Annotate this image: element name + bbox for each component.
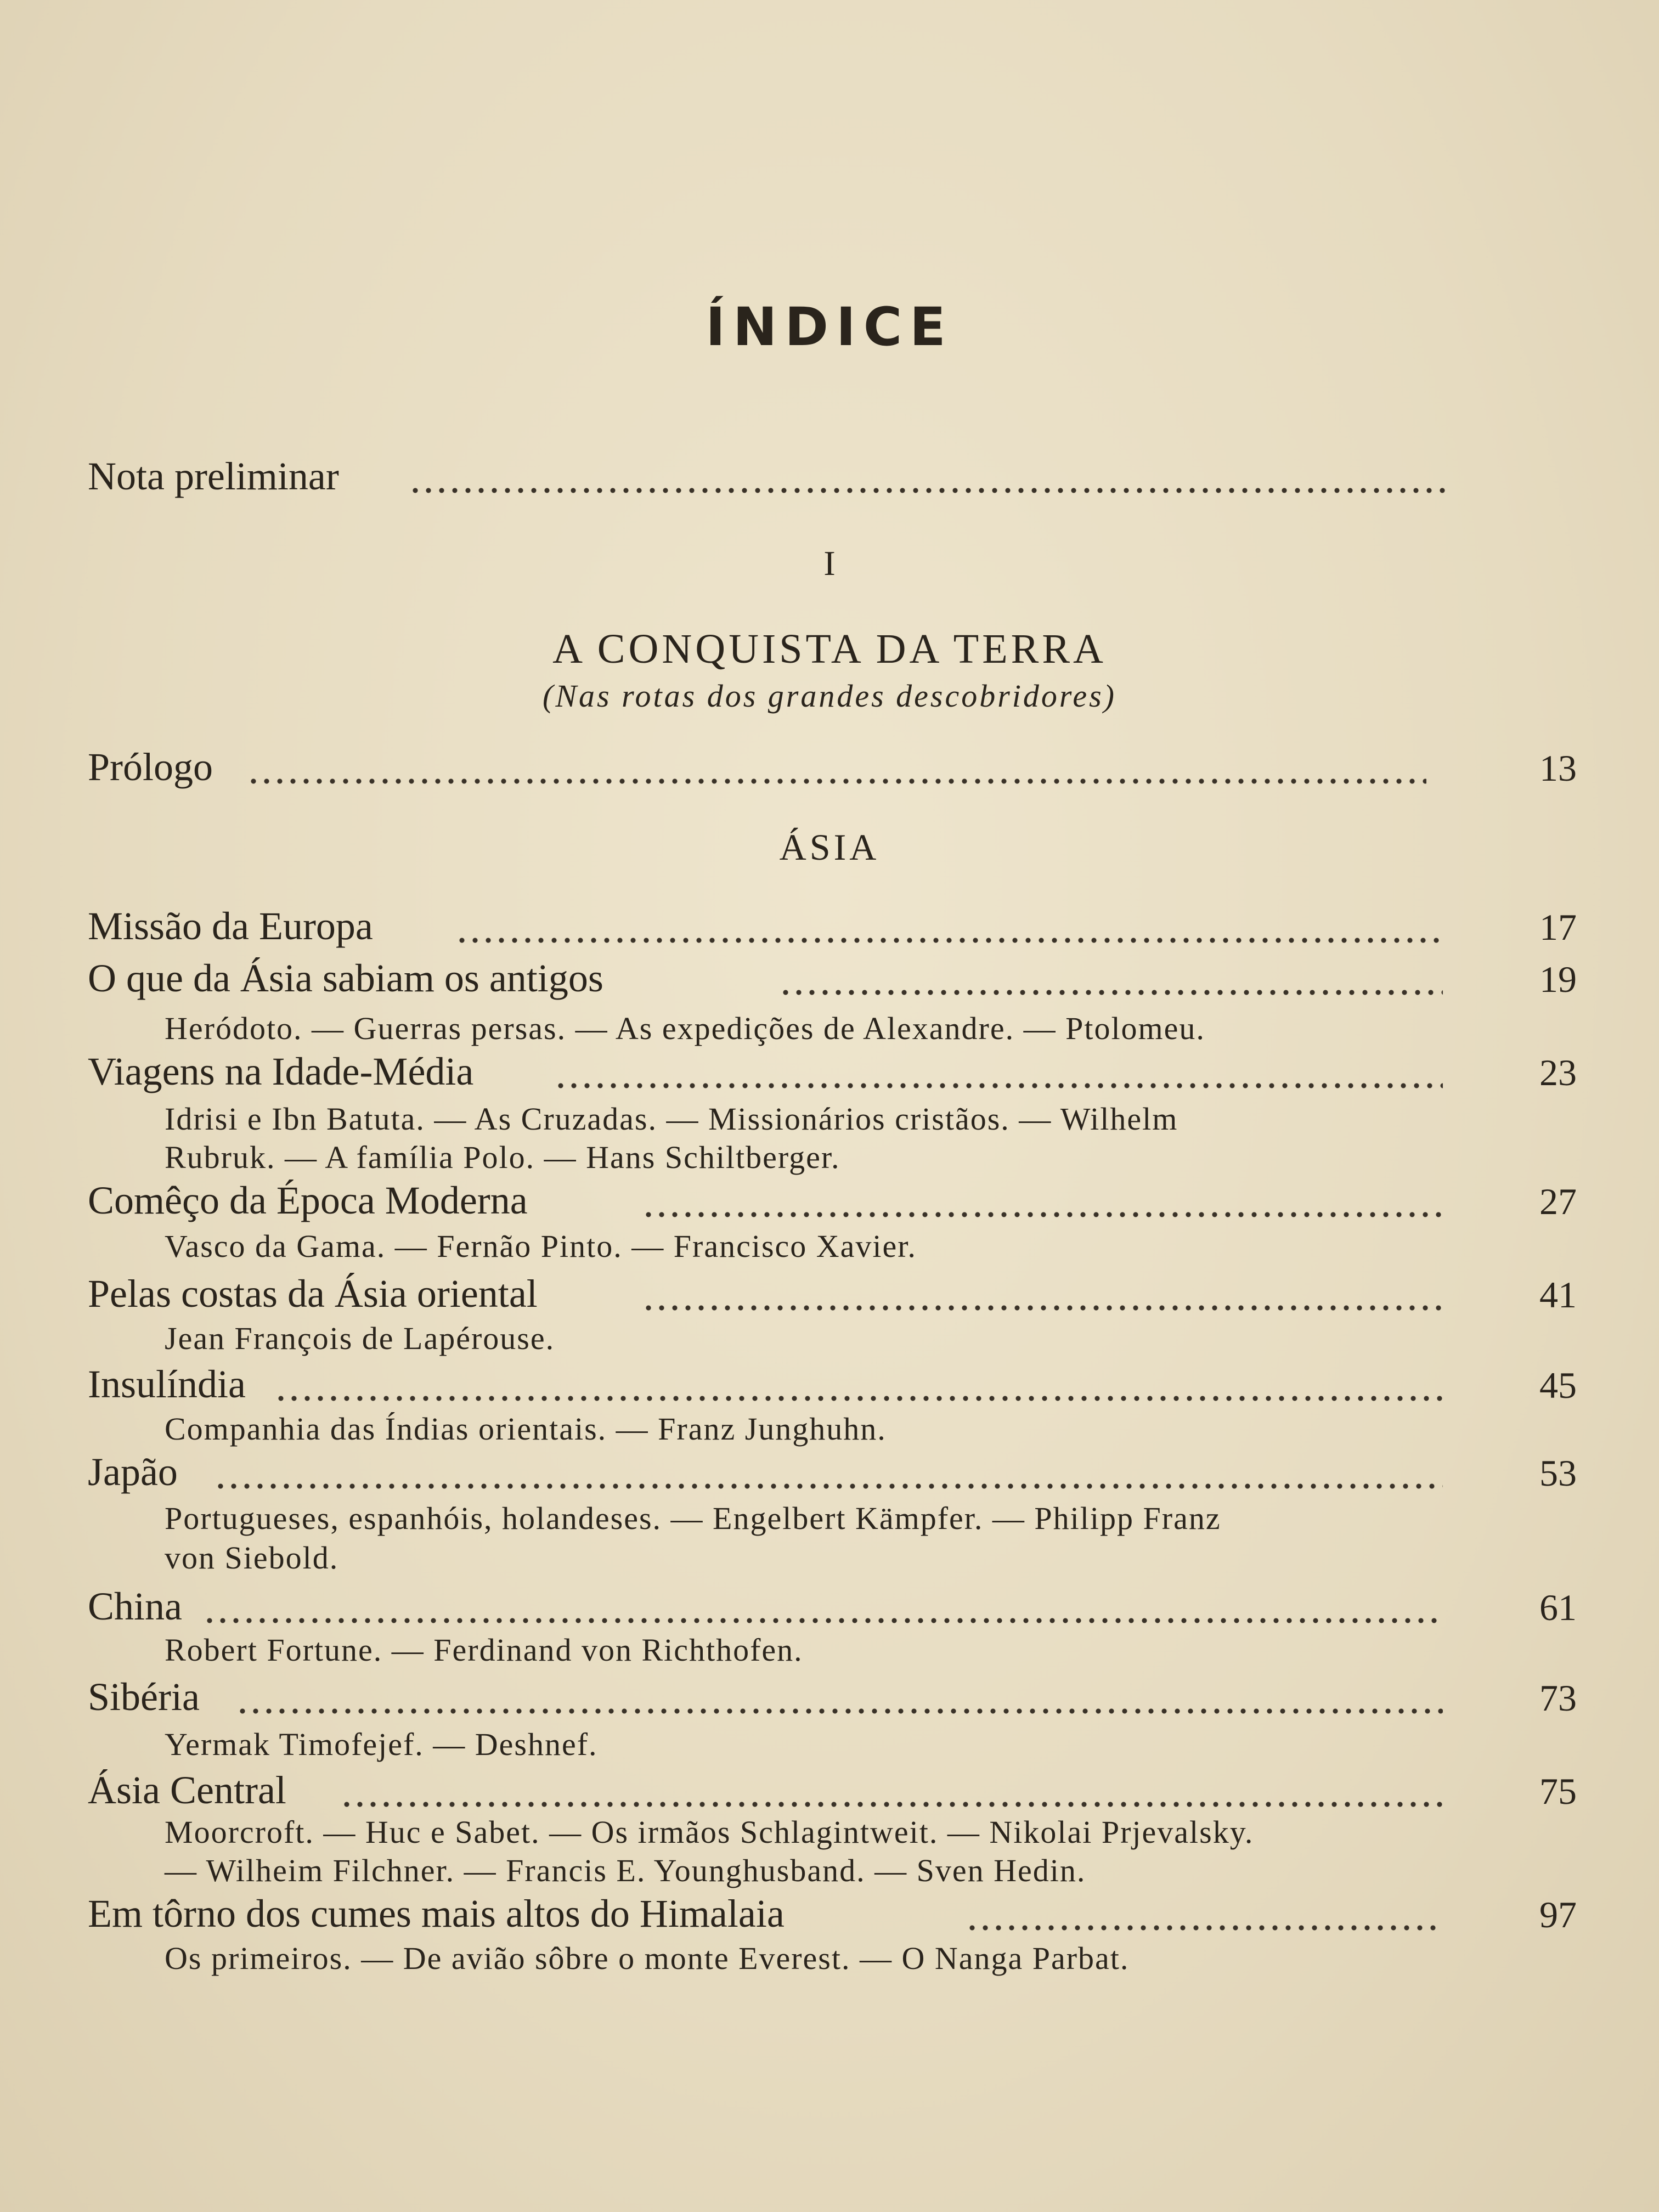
- entry-title: Pelas costas da Ásia oriental: [88, 1272, 538, 1316]
- entry-subtopics: Jean François de Lapérouse.: [165, 1321, 555, 1356]
- entry-subtopics: Vasco da Gama. — Fernão Pinto. — Francisco Xavier.: [165, 1228, 917, 1264]
- dot-leader: [274, 1383, 1443, 1405]
- entry-title: Viagens na Idade-Média: [88, 1049, 474, 1093]
- dot-leader: [214, 1471, 1443, 1493]
- dot-leader: [409, 475, 1451, 497]
- toc-entry[interactable]: [0, 1753, 1659, 1819]
- entry-page: 19: [1539, 958, 1577, 1000]
- dot-leader: [236, 1696, 1443, 1718]
- entry-title: Comêço da Época Moderna: [88, 1178, 528, 1222]
- entry-subtopics: Moorcroft. — Huc e Sabet. — Os irmãos Schlagintweit. — Nikolai Prjevalsky.: [165, 1814, 1254, 1850]
- entry-title: Japão: [88, 1450, 178, 1494]
- entry-title: O que da Ásia sabiam os antigos: [88, 956, 603, 1000]
- toc-entry[interactable]: [0, 1347, 1659, 1413]
- section-title: ÁSIA: [779, 826, 880, 868]
- entry-page: 53: [1539, 1452, 1577, 1494]
- toc-entry[interactable]: [0, 1256, 1659, 1322]
- entry-page: 23: [1539, 1052, 1577, 1093]
- entry-title: Sibéria: [88, 1675, 200, 1719]
- entry-page: 61: [1539, 1587, 1577, 1628]
- entry-subtopics: von Siebold.: [165, 1540, 339, 1576]
- toc-entry-prologue[interactable]: [0, 730, 1659, 795]
- entry-title: Missão da Europa: [88, 904, 373, 948]
- entry-title: Ásia Central: [88, 1768, 286, 1812]
- entry-title: Em tôrno dos cumes mais altos do Himalaia: [88, 1892, 785, 1936]
- dot-leader: [642, 1199, 1443, 1221]
- entry-title: China: [88, 1584, 182, 1628]
- entry-subtopics: Os primeiros. — De avião sôbre o monte Everest. — O Nanga Parbat.: [165, 1940, 1130, 1976]
- entry-subtopics: Heródoto. — Guerras persas. — As expedições de Alexandre. — Ptolomeu.: [165, 1011, 1205, 1046]
- entry-subtopics: Companhia das Índias orientais. — Franz Junghuhn.: [165, 1411, 887, 1447]
- entry-title: Prólogo: [88, 745, 213, 789]
- entry-page: 97: [1539, 1894, 1577, 1936]
- dot-leader: [966, 1912, 1443, 1934]
- toc-entry[interactable]: [0, 1435, 1659, 1500]
- toc-entry[interactable]: [0, 1034, 1659, 1100]
- entry-subtopics: Portugueses, espanhóis, holandeses. — Engelbert Kämpfer. — Philipp Franz: [165, 1500, 1221, 1536]
- entry-title: Nota preliminar: [88, 454, 339, 498]
- dot-leader: [642, 1293, 1443, 1314]
- entry-page: 13: [1539, 747, 1577, 789]
- entry-subtopics: — Wilheim Filchner. — Francis E. Younghusband. — Sven Hedin.: [165, 1853, 1086, 1888]
- part-subtitle: (Nas rotas dos grandes descobridores): [543, 678, 1116, 714]
- entry-subtopics: Rubruk. — A família Polo. — Hans Schiltberger.: [165, 1139, 840, 1175]
- entry-page: 73: [1539, 1677, 1577, 1719]
- page-title: ÍNDICE: [706, 296, 953, 358]
- dot-leader: [779, 977, 1443, 999]
- entry-subtopics: Robert Fortune. — Ferdinand von Richthofen.: [165, 1632, 803, 1668]
- entry-subtopics: Idrisi e Ibn Batuta. — As Cruzadas. — Missionários cristãos. — Wilhelm: [165, 1101, 1178, 1137]
- entry-title: Insulíndia: [88, 1362, 246, 1406]
- entry-page: 75: [1539, 1770, 1577, 1812]
- toc-entry[interactable]: [0, 1163, 1659, 1229]
- dot-leader: [554, 1070, 1443, 1092]
- entry-page: 45: [1539, 1364, 1577, 1406]
- toc-entry[interactable]: [0, 1569, 1659, 1635]
- entry-page: 41: [1539, 1274, 1577, 1316]
- toc-entry[interactable]: [0, 1876, 1659, 1942]
- dot-leader: [203, 1605, 1443, 1627]
- toc-entry-preliminary[interactable]: [0, 439, 1659, 505]
- dot-leader: [247, 766, 1426, 788]
- dot-leader: [340, 1789, 1443, 1811]
- toc-entry[interactable]: [0, 1660, 1659, 1725]
- toc-entry[interactable]: [0, 941, 1659, 1007]
- entry-page: 17: [1539, 906, 1577, 948]
- part-title: A CONQUISTA DA TERRA: [552, 626, 1107, 672]
- entry-page: 27: [1539, 1181, 1577, 1222]
- entry-subtopics: Yermak Timofejef. — Deshnef.: [165, 1726, 598, 1762]
- part-number: I: [823, 544, 836, 583]
